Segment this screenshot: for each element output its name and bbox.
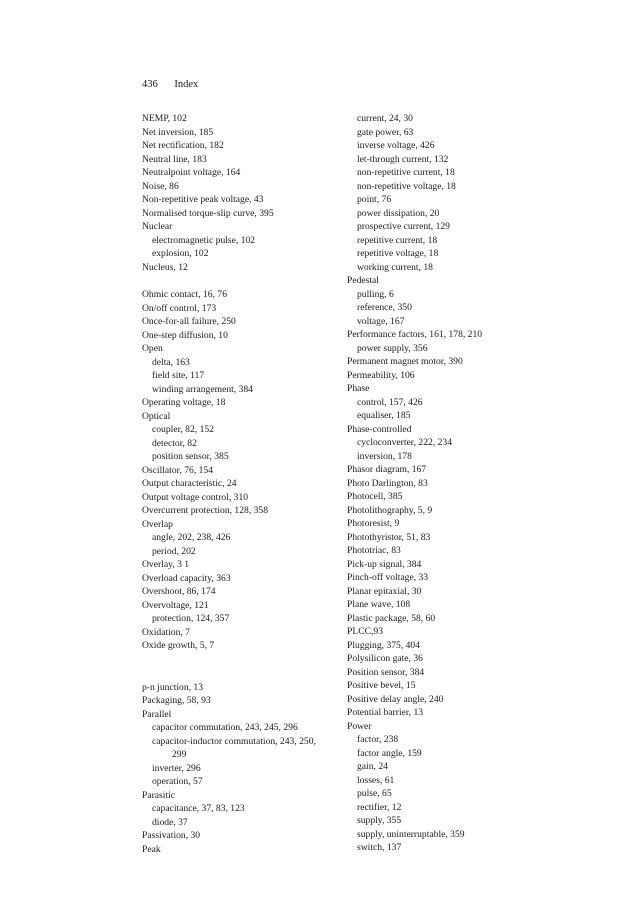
index-entry: Ohmic contact, 16, 76 [142, 289, 227, 300]
index-entry: Noise, 86 [142, 180, 179, 192]
index-entry: Pinch-off voltage, 33 [347, 572, 429, 583]
index-subentry: point, 76 [357, 194, 392, 205]
index-subentry: coupler, 82, 152 [152, 424, 214, 435]
index-subentry: current, 24, 30 [357, 113, 413, 124]
index-entry: Pick-up signal, 384 [347, 558, 422, 570]
index-subentry: working current, 18 [357, 261, 433, 273]
index-entry: Net inversion, 185 [142, 126, 214, 138]
index-subentry: pulling, 6 [357, 288, 394, 300]
index-entry: Open [142, 343, 163, 354]
index-subentry: explosion, 102 [152, 248, 209, 259]
index-subentry: inverter, 296 [152, 762, 201, 774]
index-entry: Photo Darlington, 83 [347, 477, 428, 489]
index-entry: Positive bevel, 15 [347, 680, 416, 691]
index-entry: Peak [142, 843, 161, 855]
index-entry: Positive delay angle, 240 [347, 693, 444, 705]
index-subentry: period, 202 [152, 545, 196, 557]
page-title: Index [174, 79, 199, 90]
index-entry: Phototriac, 83 [347, 545, 401, 556]
index-entry: Output voltage control, 310 [142, 491, 249, 503]
index-entry: Polysilicon gate, 36 [347, 653, 423, 664]
index-subentry: factor angle, 159 [357, 747, 422, 759]
index-subentry: winding arrangement, 384 [152, 383, 253, 395]
index-entry: Parasitic [142, 789, 176, 801]
index-subentry: supply, uninterruptable, 359 [357, 828, 465, 840]
index-subentry: cycloconverter, 222, 234 [357, 437, 452, 448]
index-entry: Nuclear [142, 221, 173, 232]
index-entry: Neutral line, 183 [142, 153, 207, 165]
index-entry: PLCC,93 [347, 626, 383, 637]
index-subentry: electromagnetic pulse, 102 [152, 234, 256, 246]
index-column-left [142, 112, 342, 856]
index-subentry: gain, 24 [357, 761, 388, 772]
index-gap [142, 667, 342, 681]
index-subentry: 299 [172, 749, 187, 760]
index-entry: Pedestal [347, 275, 379, 286]
index-subentry: rectifier, 12 [357, 801, 402, 813]
index-entry: Position sensor, 384 [347, 666, 425, 678]
index-subentry: switch, 137 [357, 842, 402, 853]
index-subentry: reference, 350 [357, 302, 412, 313]
index-column-right [347, 112, 547, 855]
index-subentry: inversion, 178 [357, 450, 412, 462]
index-entry: One-step diffusion, 10 [142, 329, 228, 341]
index-entry: Photothyristor, 51, 83 [347, 531, 431, 543]
index-subentry: repetitive current, 18 [357, 234, 438, 246]
index-subentry: operation, 57 [152, 776, 203, 787]
index-entry: Nucleus, 12 [142, 261, 188, 273]
index-entry: Oscillator, 76, 154 [142, 464, 214, 476]
index-entry: Plastic package, 58, 60 [347, 612, 436, 624]
index-subentry: position sensor, 385 [152, 451, 229, 462]
index-entry: Overlap [142, 518, 173, 530]
index-entry: Photoresist, 9 [347, 518, 400, 529]
index-entry: Net rectification, 182 [142, 140, 224, 151]
index-entry: Overlay, 3 1 [142, 559, 190, 570]
index-subentry: detector, 82 [152, 437, 197, 449]
index-entry: On/off control, 173 [142, 302, 217, 314]
index-entry: Packaging, 58, 93 [142, 695, 211, 706]
index-subentry: pulse, 65 [357, 788, 392, 799]
index-gap [142, 653, 342, 667]
index-entry: Neutralpoint voltage, 164 [142, 167, 241, 178]
index-entry: Permanent magnet motor, 390 [347, 356, 463, 367]
index-subentry: capacitor commutation, 243, 245, 296 [152, 722, 298, 733]
index-subentry: inverse voltage, 426 [357, 140, 435, 151]
page-number: 436 [142, 79, 158, 90]
index-subentry: non-repetitive voltage, 18 [357, 180, 456, 192]
index-entry: Photolithography, 5, 9 [347, 504, 433, 516]
index-subentry: equaliser, 185 [357, 410, 411, 421]
index-subentry: angle, 202, 238, 426 [152, 532, 231, 543]
index-entry: Plugging, 375, 404 [347, 639, 421, 651]
index-entry: Overvoltage, 121 [142, 599, 209, 611]
index-entry: Normalised torque-slip curve, 395 [142, 207, 274, 219]
index-subentry: field site, 117 [152, 370, 205, 381]
index-subentry: power supply, 356 [357, 342, 428, 354]
index-subentry: gate power, 63 [357, 126, 414, 138]
index-entry: Photocell, 385 [347, 491, 403, 502]
index-entry: Planar epitaxial, 30 [347, 585, 422, 597]
index-subentry: voltage, 167 [357, 315, 405, 327]
index-entry: Oxide growth, 5, 7 [142, 640, 215, 651]
index-subentry: power dissipation, 20 [357, 207, 440, 219]
index-subentry: non-repetitive current, 18 [357, 167, 455, 178]
index-entry: Once-for-all failure, 250 [142, 316, 236, 327]
index-entry: Performance factors, 161, 178, 210 [347, 329, 483, 340]
index-entry: Plane wave, 108 [347, 599, 411, 610]
index-entry: Overcurrent protection, 128, 358 [142, 505, 269, 516]
index-entry: Output characteristic, 24 [142, 478, 237, 489]
index-entry: Oxidation, 7 [142, 626, 190, 638]
index-subentry: diode, 37 [152, 816, 188, 828]
index-subentry: factor, 238 [357, 734, 399, 745]
index-subentry: losses, 61 [357, 774, 395, 786]
index-subentry: supply, 355 [357, 815, 402, 826]
index-entry: Potential barrier, 13 [347, 707, 424, 718]
index-subentry: delta, 163 [152, 356, 190, 368]
index-subentry: let-through current, 132 [357, 153, 449, 165]
index-entry: Power [347, 720, 372, 732]
index-subentry: control, 157, 426 [357, 396, 423, 408]
index-entry: NEMP, 102 [142, 113, 187, 124]
index-subentry: prospective current, 129 [357, 221, 450, 232]
index-subentry: capacitance, 37, 83, 123 [152, 803, 245, 814]
index-entry: Non-repetitive peak voltage, 43 [142, 194, 264, 205]
index-subentry: repetitive voltage, 18 [357, 248, 439, 259]
index-entry: Overshoot, 86, 174 [142, 586, 216, 597]
index-entry: Operating voltage, 18 [142, 397, 226, 408]
index-entry: Passivation, 30 [142, 830, 201, 841]
index-subentry: capacitor-inductor commutation, 243, 250, [152, 735, 316, 747]
index-gap [142, 274, 342, 288]
index-entry: Phasor diagram, 167 [347, 464, 427, 475]
page-header [142, 79, 198, 90]
index-entry: Phase-controlled [347, 423, 412, 435]
index-entry: Overload capacity, 363 [142, 572, 231, 584]
index-entry: Phase [347, 383, 370, 394]
index-entry: p-n junction, 13 [142, 681, 204, 693]
index-subentry: protection, 124, 357 [152, 613, 230, 624]
index-entry: Permeability, 106 [347, 369, 415, 381]
index-entry: Optical [142, 410, 171, 422]
index-entry: Parallel [142, 708, 172, 720]
